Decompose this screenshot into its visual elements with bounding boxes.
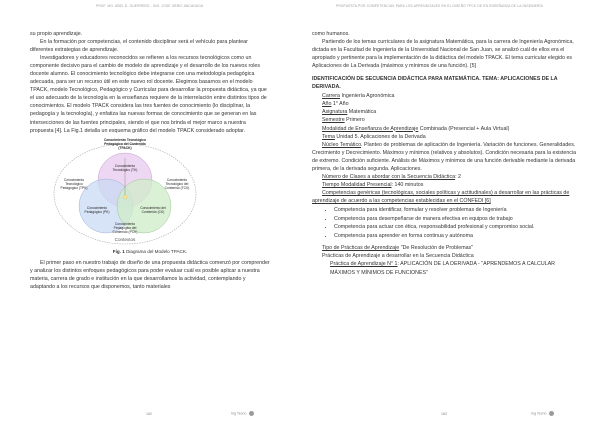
journal-logo-icon: [249, 411, 254, 416]
list-item: • Competencia para actuar con ética, responsabilidad profesional y compromiso social.: [334, 223, 580, 232]
field-value: . Planteo de problemas de aplicación de Ingeniería. Variación de funciones. Generalidades. Crecimiento y Decrecimiento. Máximos y mínimos (relativos y absolutos). Condición necesaria para la existencia de extremo. Condición suficiente. Análisis de Máximos y mínimos de una función derivable mediante la derivada primera, de la derivada segunda. Aplicaciones.: [312, 141, 577, 172]
pk-label: Conocimiento Pedagógico (PK): [84, 205, 110, 214]
right-page-column: [312, 30, 580, 277]
practicas-heading: Prácticas de Aprendizaje a desarrollar en la Secuencia Didáctica: [322, 253, 474, 260]
ck-label: Conocimiento del Contenido (CK): [140, 205, 166, 214]
field-key: Carrera: [322, 93, 340, 100]
left-paragraph-4: El primer paso en nuestro trabajo de diseño de una propuesta didáctica comenzó por comprender y analizar los distintos enfoques pedagógicos para poder evaluar cuál es posible aplicar a nuestra materia, carrera de grado e institución en la que desarrollamos la actividad, contemplando y adaptando a los recursos que disponemos, tanto materiales: [30, 259, 270, 290]
field-key: Asignatura: [322, 109, 348, 116]
journal-name: Ing Tecno: [531, 411, 547, 416]
list-item: • Competencia para aprender en forma continua y autónoma: [334, 232, 580, 241]
practica-1-value: : APLICACIÓN DE LA DERIVADA - "APRENDEMOS A CALCULAR MÁXIMOS Y MÍNIMOS DE FUNCIONES": [330, 261, 555, 276]
left-paragraph-3: Investigadores y educadores reconocidos se refieren a los recursos tecnológicos como un componente decisivo para el cambio de modelo de aprendizaje y el desarrollo de los nuevos roles docente alumno. El conocimiento tecnológico debe integrarse con una metodología pedagógica adecuada, para ser un recurso útil en este nuevo rol docente. Elegimos basarnos en el modelo TPACK, modelo Tecnológico, Pedagógico y Curricular para desarrollar la propuesta didáctica, ya que el uso adecuado de la tecnología en la enseñanza requiere de la interrelación entre distintos tipos de conocimientos. El modelo TPACK considera las tres fuentes de conocimiento (lo disciplinar, la pedagogía y la tecnología), y enfatiza las nuevas formas de conocimiento que se generan en las intersecciones de las fuentes principales, siendo el que nos brinda el mejor marco a nuestra propuesta [4]. La Fig.1 detalla un esquema gráfico del modelo TPACK considerado adoptar.: [30, 55, 267, 134]
field-key: Modalidad de Enseñanza de Aprendizaje: [322, 125, 419, 132]
tpack-diagram: [52, 138, 198, 246]
field-key: Año: [322, 101, 332, 108]
field-value: Matemática: [347, 109, 377, 116]
field-row: [322, 133, 580, 141]
field-list-2: [312, 173, 580, 189]
left-page-number: 182: [146, 412, 152, 416]
tpack-label-code: (TPACK): [118, 145, 132, 150]
running-header-right: PROPUESTA POR COMPETENCIAS PARA LOS APRENDIZAJES EN EL DISEÑO TPCK DE EN ENSEÑANZA DE LA INGENIERÍA: [336, 4, 543, 8]
left-page-column: [30, 30, 270, 291]
field-value: Unidad 5. Aplicaciones de la Derivada: [334, 133, 426, 140]
right-footer-journal: [531, 411, 554, 416]
left-paragraph-1: su propio aprendizaje.: [30, 31, 83, 37]
field-key: Semestre: [322, 117, 345, 124]
field-row-competencias: [312, 189, 580, 205]
tpack-center-dot: [123, 195, 127, 199]
field-key: Número de Clases a abordar con la Secuencia Didáctica: [322, 173, 456, 180]
contexts-label: Contextos: [114, 236, 136, 242]
field-value: 1° Año: [331, 101, 349, 108]
field-key: Tema: [322, 133, 335, 140]
journal-logo-icon: [549, 411, 554, 416]
field-value: Combinada (Presencial + Aula Virtual): [418, 125, 510, 132]
field-row: [322, 92, 580, 100]
practica-1-key: Práctica de Aprendizaje N° 1: [330, 261, 398, 268]
practica-1-row: [312, 260, 580, 276]
field-value: Primero: [344, 117, 365, 124]
figure-caption: [30, 248, 270, 256]
tk-label: Conocimiento Tecnológico (TK): [112, 163, 138, 172]
field-key: Núcleo Temático: [322, 141, 362, 148]
tipo-practicas-value: "De Resolución de Problemas": [399, 245, 474, 252]
field-key: Competencias genéricas (tecnológicas, sociales políticas y actitudinales) a desarrollar en las prácticas de aprendizaje de acuerdo a las competencias establecidas en el CONFEDI [6]: [312, 189, 570, 204]
left-paragraph-2: En la formación por competencias, el contenido disciplinar será el vehículo para plantear diferentes estrategias de aprendizaje.: [30, 39, 248, 54]
tck-label: Conocimiento Tecnológico del Contenido (TCK): [164, 177, 190, 190]
section-title: IDENTIFICACIÓN DE SECUENCIA DIDÁCTICA PARA MATEMÁTICA. TEMA: APLICACIONES DE LA DERIVADA.: [312, 76, 558, 91]
field-row: [322, 173, 580, 181]
figure-caption-number: Fig. 1: [112, 248, 125, 254]
field-row: [322, 116, 580, 124]
field-row: [322, 181, 580, 189]
field-row: [322, 100, 580, 108]
field-value: : 140 minutos: [391, 181, 424, 188]
figure-caption-text: Diagrama del Modelo TPACK.: [126, 248, 188, 254]
field-row-nucleo: [312, 141, 580, 173]
tpack-label-text: Conocimiento Tecnológico Pedagógico del Contenido: [103, 137, 147, 146]
list-item: • Competencia para desempeñarse de manera efectiva en equipos de trabajo: [334, 215, 580, 224]
field-value: Ingeniería Agronómica: [339, 93, 395, 100]
tpk-label: Conocimiento Tecnológico Pedagógico (TPK): [60, 177, 88, 190]
right-page-number: 183: [441, 412, 447, 416]
competencias-list: [312, 206, 580, 240]
journal-name: Ing Tecno: [231, 411, 247, 416]
field-row: [322, 125, 580, 133]
list-item: • Competencia para identificar, formular y resolver problemas de Ingeniería: [334, 206, 580, 215]
left-footer-journal: [231, 411, 254, 416]
tipo-practicas-key: Tipo de Prácticas de Aprendizaje: [322, 245, 400, 252]
field-list: [312, 92, 580, 140]
running-header-left: PROF. MG. ABEL D. GUERRERO - ING. JOSE OBRIC ANCANUGA: [96, 4, 204, 8]
field-row: [322, 108, 580, 116]
right-paragraph-0: como humanos.: [312, 31, 350, 37]
right-paragraph-1: Partiendo de los temas curriculares de la asignatura Matemática, para la carrera de Ingeniería Agronómica, dictada en la Facultad de Ingeniería de la Universidad Nacional de San Juan, se analizó cuál de ellos era el apropiado y pertinente para la implementación de la didáctica del modelo TPACK. El tema curricular elegido es Aplicaciones de La Derivada (máximos y mínimos de una función). [5]: [312, 39, 574, 70]
tipo-practicas-row: [312, 244, 580, 252]
pck-label: Conocimiento Pedagógico del Contenido (PCK): [112, 221, 138, 234]
tpack-label: [100, 138, 150, 150]
field-value: : 2: [455, 173, 461, 180]
field-key: Tiempo Modalidad Presencial: [322, 181, 392, 188]
